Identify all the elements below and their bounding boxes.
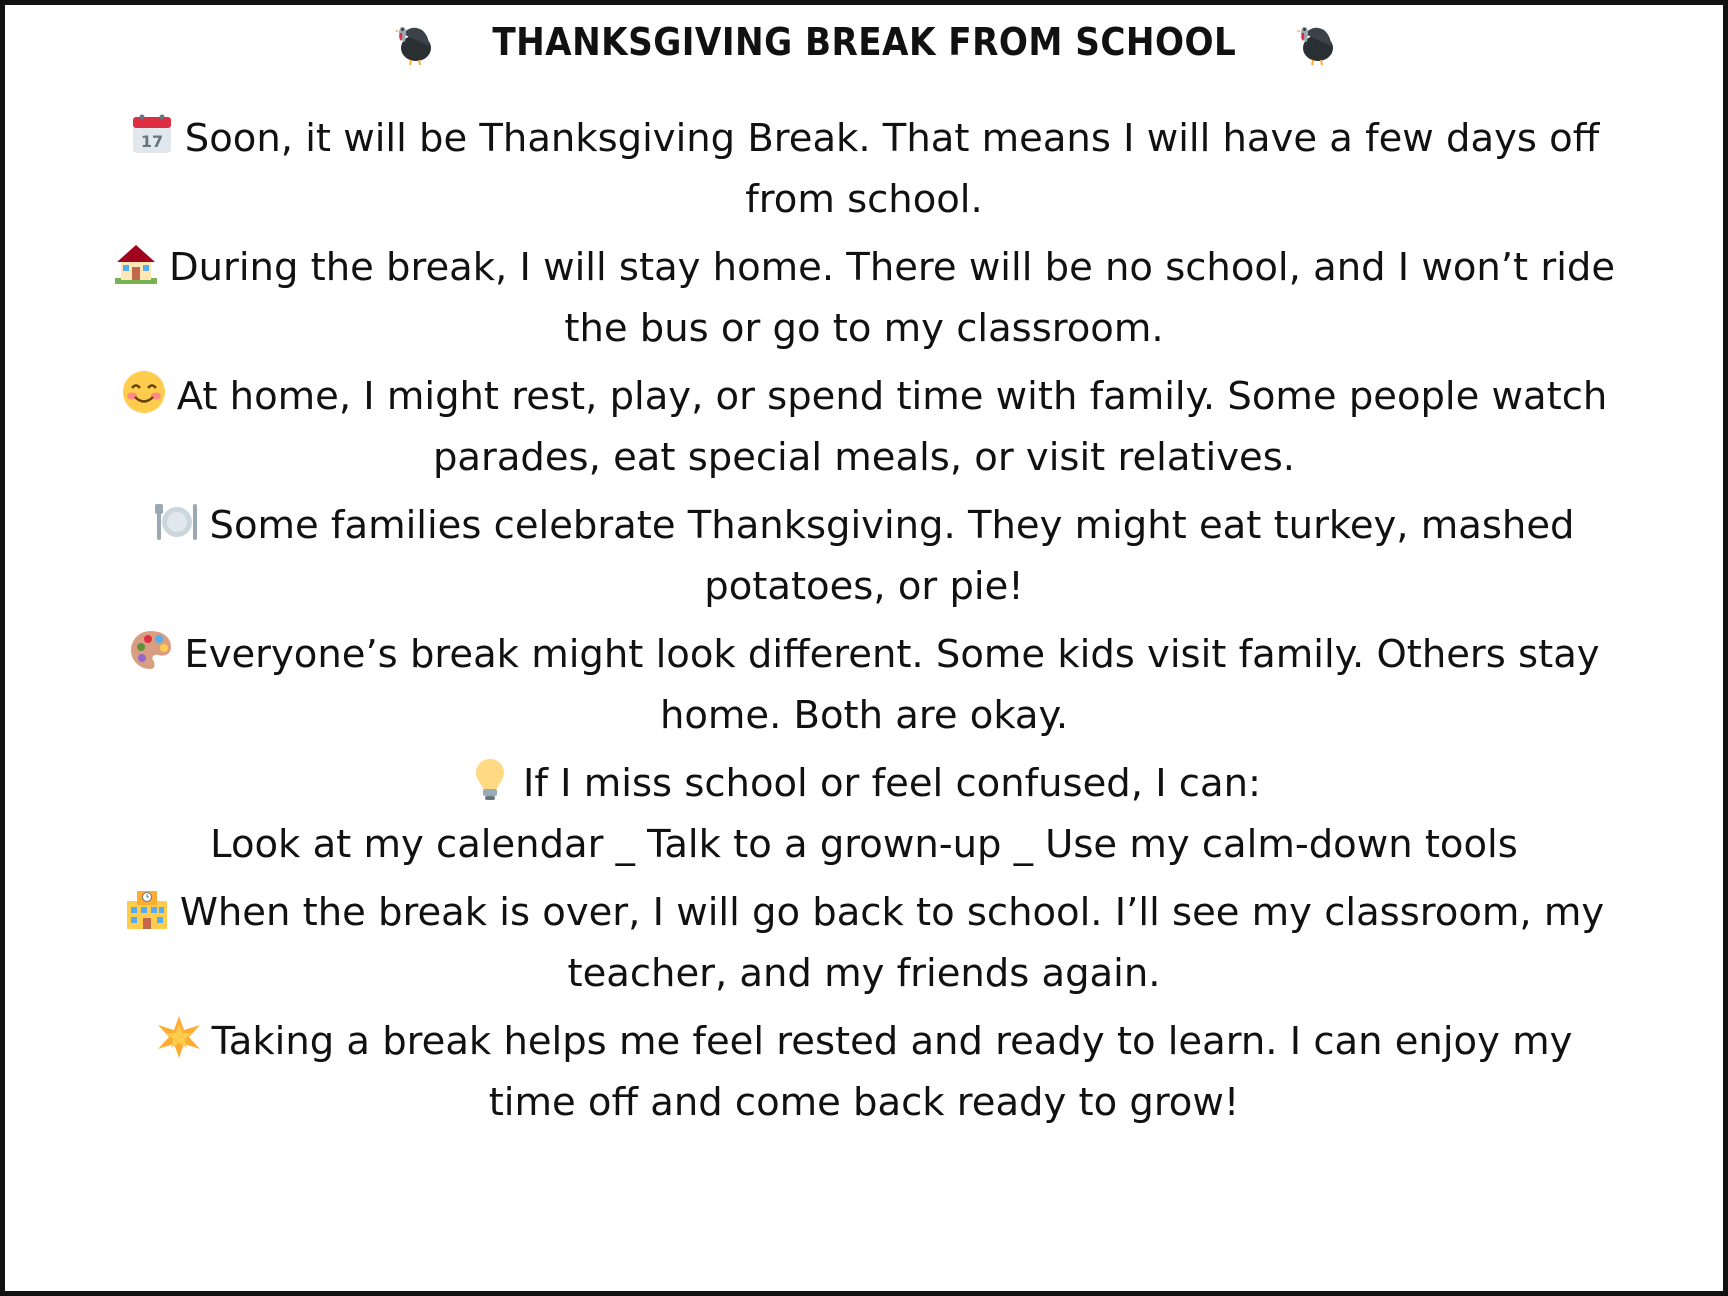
paragraph-line: potatoes, or pie!: [704, 564, 1024, 609]
paragraph-line: Look at my calendar _ Talk to a grown-up _ Use my calm-down tools: [210, 822, 1518, 867]
paragraph-line: the bus or go to my classroom.: [564, 306, 1164, 351]
paragraph-celebrate: [50, 495, 1678, 617]
turkey-icon: [1291, 18, 1339, 66]
page-title: [0, 14, 1728, 70]
paragraph-line: If I miss school or feel confused, I can:: [50, 753, 1678, 814]
paragraph-line: time off and come back ready to grow!: [488, 1080, 1240, 1125]
house-icon: [113, 240, 159, 286]
paragraph-ready-to-grow: [50, 1011, 1678, 1133]
paragraph-line: teacher, and my friends again.: [567, 951, 1161, 996]
paragraph-line: When the break is over, I will go back to school. I’ll see my classroom, my: [50, 882, 1678, 943]
paragraph-line: Everyone’s break might look different. Some kids visit family. Others stay: [50, 624, 1678, 685]
paragraph-line: During the break, I will stay home. There will be no school, and I won’t ride: [50, 237, 1678, 298]
paragraph-if-confused: [50, 753, 1678, 875]
paragraph-line: Some families celebrate Thanksgiving. They might eat turkey, mashed: [50, 495, 1678, 556]
calendar-icon: [129, 111, 175, 157]
paragraph-line: At home, I might rest, play, or spend time with family. Some people watch: [50, 366, 1678, 427]
paragraph-at-home: [50, 366, 1678, 488]
paragraph-line: Taking a break helps me feel rested and ready to learn. I can enjoy my: [50, 1011, 1678, 1072]
light-bulb-icon: [467, 756, 513, 802]
artist-palette-icon: [128, 627, 174, 673]
paragraph-break-coming: [50, 108, 1678, 230]
turkey-icon: [389, 18, 437, 66]
paragraph-line: from school.: [745, 177, 983, 222]
paragraph-line: home. Both are okay.: [659, 693, 1069, 738]
smiling-face-icon: [121, 369, 167, 415]
title-text: THANKSGIVING BREAK FROM SCHOOL: [492, 20, 1236, 64]
svg-text:17: 17: [140, 132, 163, 151]
glowing-star-icon: [156, 1014, 202, 1060]
paragraph-line: 17 Soon, it will be Thanksgiving Break. That means I will have a few days off: [50, 108, 1678, 169]
paragraph-different: [50, 624, 1678, 746]
fork-knife-plate-icon: [154, 498, 200, 544]
paragraph-back-to-school: [50, 882, 1678, 1004]
paragraph-line: parades, eat special meals, or visit relatives.: [432, 435, 1296, 480]
school-building-icon: [124, 885, 170, 931]
paragraph-stay-home: [50, 237, 1678, 359]
